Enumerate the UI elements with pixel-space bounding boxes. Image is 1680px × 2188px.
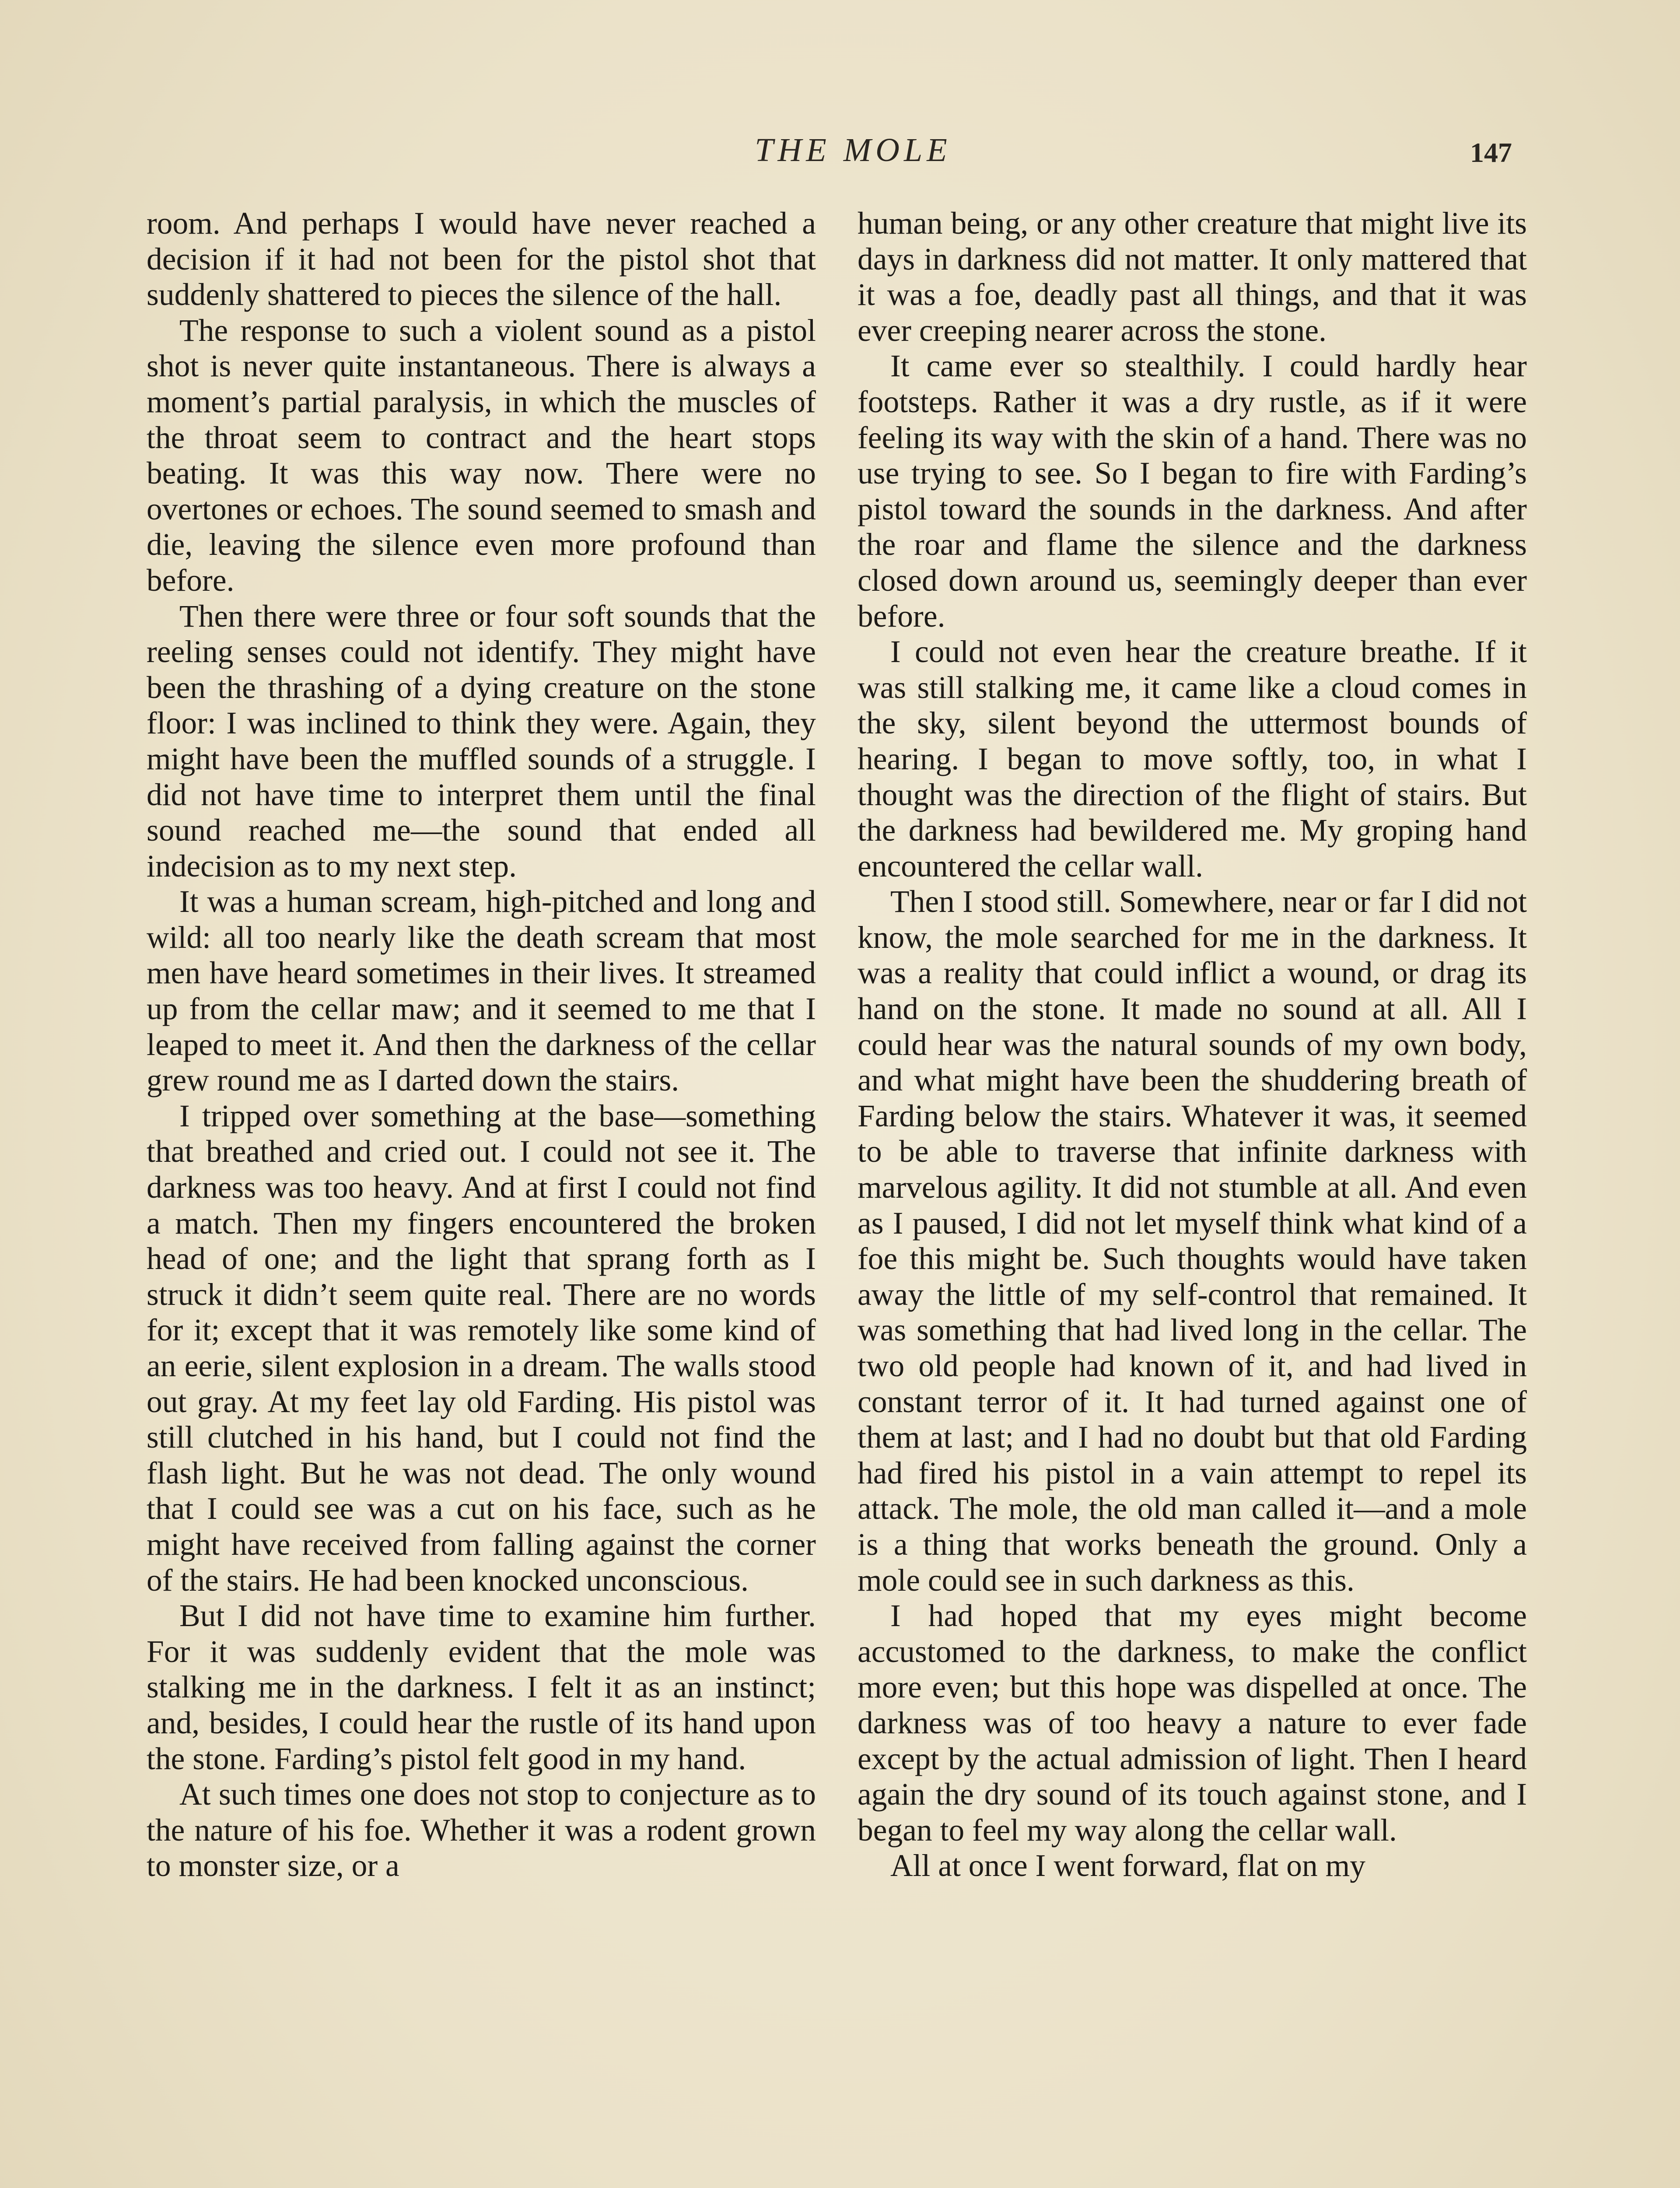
left-column [147,206,816,1884]
paragraph: I tripped over something at the base—something that breathed and cried out. I could not see it. The darkness was too heavy. And at first I could not find a match. Then my fingers encountered the broken head of one; and the light that sprang forth as I struck it didn’t seem quite real. There are no words for it; except that it was remotely like some kind of an eerie, silent explosion in a dream. The walls stood out gray. At my feet lay old Farding. His pistol was still clutched in his hand, but I could not find the flash light. But he was not dead. The only wound that I could see was a cut on his face, such as he might have received from falling against the corner of the stairs. He had been knocked unconscious. [147,1098,816,1598]
paragraph: Then there were three or four soft sounds that the reeling senses could not identify. They might have been the thrashing of a dying creature on the stone floor: I was inclined to think they were. Again, they might have been the muffled sounds of a struggle. I did not have time to interpret them until the final sound reached me—the sound that ended all indecision as to my next step. [147,599,816,884]
paragraph: human being, or any other creature that might live its days in darkness did not matter. It only mattered that it was a foe, deadly past all things, and that it was ever creeping nearer across the stone. [858,206,1527,348]
paragraph: It was a human scream, high-pitched and long and wild: all too nearly like the death scream that most men have heard sometimes in their lives. It streamed up from the cellar maw; and it seemed to me that I leaped to meet it. And then the darkness of the cellar grew round me as I darted down the stairs. [147,884,816,1098]
right-column [858,206,1527,1884]
paragraph: I had hoped that my eyes might become accustomed to the darkness, to make the conflict more even; but this hope was dispelled at once. The darkness was of too heavy a nature to ever fade except by the actual admission of light. Then I heard again the dry sound of its touch against stone, and I began to feel my way along the cellar wall. [858,1599,1527,1848]
paragraph: I could not even hear the creature breathe. If it was still stalking me, it came like a cloud comes in the sky, silent beyond the uttermost bounds of hearing. I began to move softly, too, in what I thought was the direction of the flight of stairs. But the darkness had bewildered me. My groping hand encountered the cellar wall. [858,635,1527,884]
running-title: THE MOLE [755,132,952,168]
paragraph: room. And perhaps I would have never reached a decision if it had not been for the pistol shot that suddenly shattered to pieces the silence of the hall. [147,206,816,312]
paragraph: Then I stood still. Somewhere, near or far I did not know, the mole searched for me in the darkness. It was a reality that could inflict a wound, or drag its hand on the stone. It made no sound at all. All I could hear was the natural sounds of my own body, and what might have been the shuddering breath of Farding below the stairs. Whatever it was, it seemed to be able to traverse that infinite darkness with marvelous agility. It did not stumble at all. And even as I paused, I did not let myself think what kind of a foe this might be. Such thoughts would have taken away the little of my self-control that remained. It was something that had lived long in the cellar. The two old people had known of it, and had lived in constant terror of it. It had turned against one of them at last; and I had no doubt but that old Farding had fired his pistol in a vain attempt to repel its attack. The mole, the old man called it—and a mole is a thing that works beneath the ground. Only a mole could see in such darkness as this. [858,884,1527,1598]
page-number: 147 [1470,137,1512,168]
paragraph: All at once I went forward, flat on my [890,1848,1366,1883]
paragraph: It came ever so stealthily. I could hardly hear footsteps. Rather it was a dry rustle, as if it were feeling its way with the skin of a hand. There was no use trying to see. So I began to fire with Farding’s pistol toward the sounds in the darkness. And after the roar and flame the silence and the darkness closed down around us, seemingly deeper than ever before. [858,349,1527,634]
paragraph: But I did not have time to examine him further. For it was suddenly evident that the mole was stalking me in the darkness. I felt it as an instinct; and, besides, I could hear the rustle of its hand upon the stone. Farding’s pistol felt good in my hand. [147,1599,816,1776]
paragraph: At such times one does not stop to conjecture as to the nature of his foe. Whether it was a rodent grown to monster size, or a [147,1777,816,1883]
paragraph: The response to such a violent sound as a pistol shot is never quite instantaneous. There is always a moment’s partial paralysis, in which the muscles of the throat seem to contract and the heart stops beating. It was this way now. There were no overtones or echoes. The sound seemed to smash and die, leaving the silence even more profound than before. [147,313,816,598]
